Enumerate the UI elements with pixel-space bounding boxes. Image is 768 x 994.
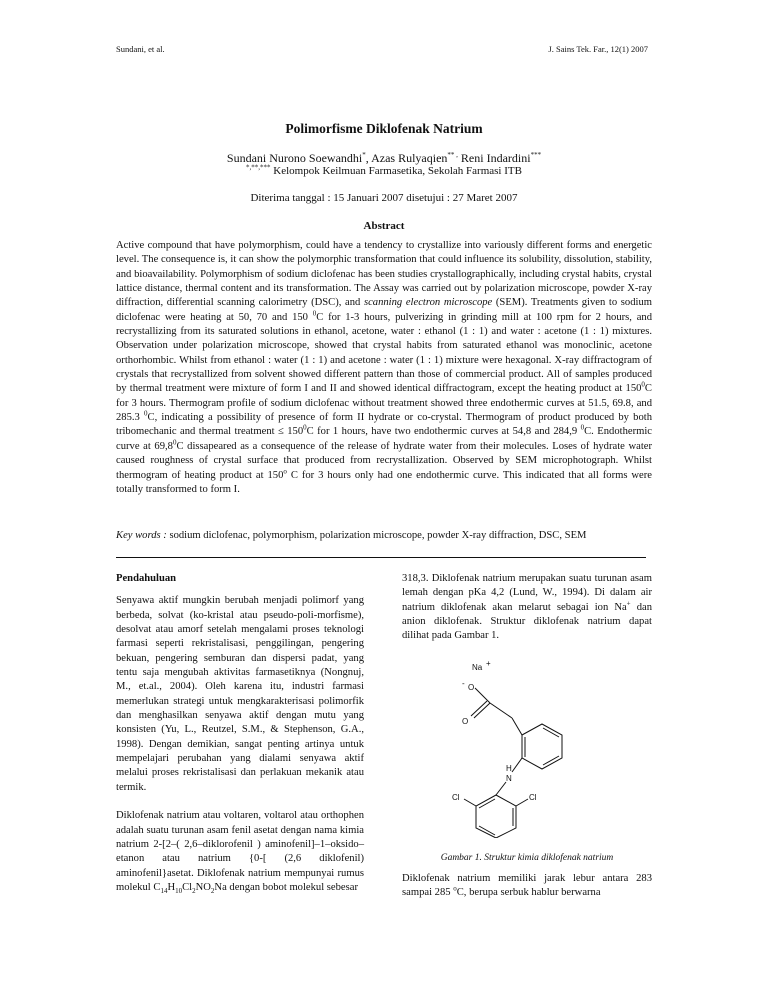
right-column — [402, 572, 652, 644]
abstract-text-2: (SEM). Treatments given to sodium diclofenac were heating at 50, 70 and 150 — [116, 297, 653, 323]
phenyl-ring-upper — [522, 724, 562, 769]
running-header-left — [116, 44, 165, 54]
header-authors: Sundani, et al. — [116, 44, 165, 54]
label-sodium: Na — [472, 663, 483, 672]
author-2-mark: ** , — [447, 151, 458, 159]
right-paragraph-1 — [402, 572, 652, 644]
label-h: H — [506, 764, 512, 773]
intro-paragraph-2-end: Na dengan bobot molekul sebesar — [214, 881, 358, 893]
formula-sub: 10 — [175, 886, 183, 895]
affiliation — [116, 165, 652, 177]
formula-part: H — [167, 881, 176, 893]
degree-mark: 0 — [172, 438, 177, 447]
abstract-text-6: C for 1 hours, have two endothermic curves at 54,8 and 284,9 — [306, 426, 581, 438]
label-carbonyl-o: O — [462, 717, 469, 726]
sodium-charge: + — [626, 599, 631, 608]
abstract-text-1: Active compound that have polymorphism, could have a tendency to crystallize into variously different forms and energetic level. The consequence is, it can show the polymorphic transformation that could influence its solubility, dissolution, stability, and bioavailability. Polymorphism of sodium diclofenac has been studies crystallographically, including crystal habits, crystal lattice distance, thermal content and its transformation. The Assay was carried out by polarization microscope, powder X-ray diffraction, differential scanning calorimetry (DSC), and — [116, 240, 652, 309]
right-paragraph-1-end: dan anion diklofenak. Struktur diklofenak natrium dapat dilihat pada Gambar 1. — [402, 601, 652, 642]
abstract-text-8: C dissapeared as a consequence of the release of hydrate water from their molecules. Loses of hydrate water caused roughness of crystal surface that produced from recrystallization. Observed by SEM microphotograph. Whilst thermogram of heating product at 150 — [116, 440, 652, 481]
author-3: Reni Indardini — [457, 151, 531, 165]
degree-mark: o — [453, 884, 457, 893]
section-divider — [116, 557, 646, 558]
left-column — [116, 572, 364, 895]
degree-mark: 0 — [580, 423, 585, 432]
paper-title: Polimorfisme Diklofenak Natrium — [285, 121, 483, 136]
abstract-text-9: C for 3 hours only had one endothermic curve. This indicated that all forms were totally transformed to form I. — [116, 469, 652, 495]
formula-part: Cl — [182, 881, 193, 893]
label-sodium-charge: + — [486, 660, 491, 668]
bond-ch2 — [490, 703, 512, 718]
bond-o-minus-c — [475, 688, 490, 703]
keywords-text: sodium diclofenac, polymorphism, polarization microscope, powder X-ray diffraction, DSC, SEM — [166, 530, 587, 541]
structure-bonds — [464, 688, 562, 838]
intro-paragraph-1: Senyawa aktif mungkin berubah menjadi polimorf yang berbeda, solvat (ko-kristal atau pseudo-poli-morfisme), desolvat atau amorf setelah mengalami proses teknologi farmasi seperti rekristalisasi, penggilingan, pengering bekuan, pengering semburan dan dispersi padat, yang tentu saja mengubah aktivitas farmasetiknya (Nongnuj, M., et.al., 2004). Oleh karena itu, industri farmasi memerlukan strategi untuk mengkarakterisasi polimorfik dan menghasilkan senyawa aktif dengan mutu yang konsisten (Yu, L., Reutzel, S.M., & Stephenson, G.A., 1998). Dengan demikian, sangat penting artinya untuk mempelajari perubahan yang dialami senyawa aktif melalui proses rekristalisasi dan perlakuan mekanik atau termik. — [116, 595, 364, 793]
degree-mark: 0 — [641, 380, 645, 389]
author-1: Sundani Nurono Soewandhi — [226, 151, 363, 165]
degree-mark: o — [283, 466, 287, 475]
keywords-label: Key words : — [116, 530, 167, 541]
abstract-italic-sem: scanning electron microscope — [363, 297, 493, 309]
abstract-text-4: C for 3 hours. Thermogram profile of sodium diclofenac without treatment showed three endothermic curves at 51.5, 69.8, and 285.3 — [116, 383, 652, 424]
author-1-mark: * — [362, 151, 366, 159]
right-paragraph-1-text: 318,3. Diklofenak natrium merupakan suatu turunan asam lemah dengan pKa 4,2 (Lund, W., 1994). Di dalam air natrium diklofenak akan melarut sebagai ion Na — [402, 573, 652, 613]
bond-c-cl-left — [464, 799, 476, 806]
formula-part: NO — [195, 881, 211, 893]
phenyl-ring-lower — [476, 795, 516, 838]
figure-caption: Gambar 1. Struktur kimia diklofenak natrium — [440, 853, 614, 863]
author-3-mark: *** — [530, 151, 542, 159]
keywords — [116, 530, 652, 541]
bond-c-cl-right — [516, 799, 528, 806]
bond-ring-attach — [512, 718, 522, 735]
label-minus: - — [462, 679, 465, 688]
right-paragraph-2-text: Diklofenak natrium memiliki jarak lebur antara 283 sampai 285 — [402, 873, 652, 899]
abstract-text-5: C, indicating a possibility of presence of form II hydrate or co-crystal. Thermogram of product produced by both tribomechanic and thermal treatment ≤ 150 — [116, 412, 652, 438]
affiliation-marks: *,**,*** — [246, 163, 271, 172]
received-dates: Diterima tanggal : 15 Januari 2007 disetujui : 27 Maret 2007 — [250, 192, 518, 204]
right-paragraph-2-end: C, berupa serbuk hablur berwarna — [456, 887, 601, 899]
abstract-text-7: C. Endothermic curve at 69,8 — [116, 426, 652, 452]
author-2: , Azas Rulyaqien — [365, 151, 448, 165]
abstract-body — [116, 239, 652, 497]
degree-mark: 0 — [303, 423, 307, 432]
intro-paragraph-2-text: Diklofenak natrium atau voltaren, voltarol atau orthophen adalah suatu turunan asam fenil asetat dengan nama kimia natrium 2-[2–( 2,6–diklorofenil ) aminofenil]–1–oksido–etanon atau natrium {0-[ (2,6 diklofenil) aminofenil}asetat. Diklofenak natrium mempunyai rumus molekul C — [116, 810, 364, 893]
running-header-right: J. Sains Tek. Far., 12(1) 2007 — [548, 44, 648, 54]
label-n: N — [506, 774, 512, 783]
right-paragraph-2 — [402, 872, 652, 901]
degree-mark: 0 — [312, 309, 317, 318]
bond-n-ring — [496, 782, 506, 795]
affiliation-text: Kelompok Keilmuan Farmasetika, Sekolah Farmasi ITB — [270, 165, 522, 177]
label-o-minus: O — [468, 683, 475, 692]
bond-ring-n — [512, 758, 522, 772]
section-heading-pendahuluan: Pendahuluan — [116, 573, 177, 584]
author-list — [116, 151, 652, 166]
formula-sub: 14 — [160, 886, 168, 895]
degree-mark: 0 — [144, 409, 148, 418]
abstract-text-3: C for 1-3 hours, pulverizing in grinding mill at 100 rpm for 2 hours, and recrystallizing from its saturated solutions in ethanol, acetone, water : ethanol (1 : 1) and water : acetone (1 : 1) mixtures. Observation under polarization microscope, showed that crystal habits from saturated ethanol was monoclinic, acetone orthorhombic. Whilst from ethanol : water (1 : 1) and acetone : water (1 : 1) mixture were hexagonal. X-ray diffractogram of crystals that recrystallized from solvent showed different pattern than those of commercial product. All of samples produced by thermal treatment were mixture of form I and II and showed identical diffractogram, except the heating product at 150 — [116, 311, 653, 395]
abstract-heading: Abstract — [363, 220, 405, 232]
formula-sub: 2 — [210, 886, 215, 895]
intro-paragraph-2 — [116, 809, 364, 895]
diclofenac-structure-figure — [450, 660, 580, 838]
formula-sub: 2 — [192, 886, 196, 895]
label-cl-right: Cl — [529, 793, 537, 802]
label-cl-left: Cl — [452, 793, 460, 802]
